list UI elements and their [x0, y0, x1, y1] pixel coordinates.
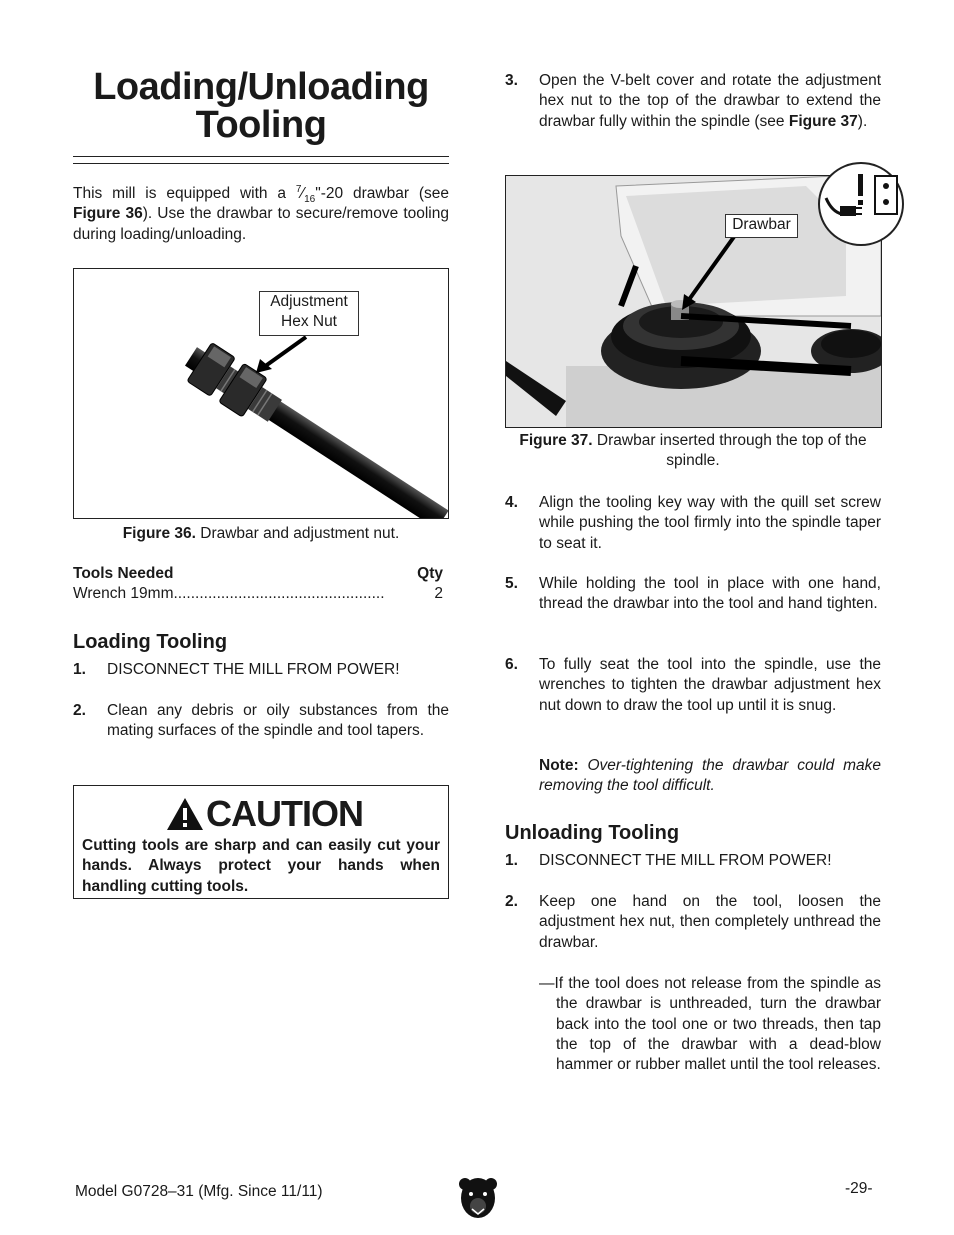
note: Note: Over-tightening the drawbar could make removing the tool difficult. [539, 757, 881, 795]
intro-paragraph: This mill is equipped with a $^7⁄_{16}"-20$ drawbar (see Figure 36). Use the drawbar to secure/remove tooling during loading/unloading. [73, 183, 449, 243]
tools-header-row: Tools Needed Qty [73, 565, 443, 582]
caution-text: Cutting tools are sharp and can easily cut your hands. Always protect your hands when handling cutting tools. [82, 837, 440, 895]
loading-step-1: 1. DISCONNECT THE MILL FROM POWER! [73, 661, 400, 678]
unloading-sub-step: —If the tool does not release from the spindle as the drawbar is unthreaded, turn the drawbar back into the tool one or two threads, then tap the top of the drawbar with a dead-blow hammer or rubber mallet until the tool releases. [539, 975, 881, 1074]
figure-36-callout: Adjustment Hex Nut [259, 291, 359, 336]
loading-heading: Loading Tooling [73, 631, 228, 653]
caution-title: CAUTION [206, 793, 363, 834]
title-rule-top [73, 156, 449, 157]
unloading-step-1: 1. DISCONNECT THE MILL FROM POWER! [505, 852, 832, 869]
step-4: 4. Align the tooling key way with the quill set screw while pushing the tool firmly into the spindle taper to seat it. [505, 494, 881, 552]
loading-section [73, 630, 449, 654]
unloading-section [505, 821, 881, 845]
title-line-1: Loading/Unloading [93, 66, 429, 108]
figure-37-caption: Figure 37. Drawbar inserted through the top of the spindle. [519, 432, 867, 470]
footer-model: Model G0728–31 (Mfg. Since 11/11) [75, 1183, 323, 1200]
step-6: 6. To fully seat the tool into the spindle, use the wrenches to tighten the drawbar adjustment hex nut down to draw the tool up until it is snug. [505, 656, 881, 714]
caution-box [73, 785, 449, 899]
warning-triangle-icon [166, 797, 204, 831]
step-5: 5. While holding the tool in place with one hand, thread the drawbar into the tool and hand tighten. [505, 575, 881, 613]
unplug-warning-badge [818, 162, 904, 246]
figure-37-reference: Figure 37 [788, 112, 858, 130]
loading-step-2: 2. Clean any debris or oily substances from the mating surfaces of the spindle and tool tapers. [73, 702, 449, 740]
tools-row: Wrench 19mm ................................................. 2 [73, 585, 443, 603]
bear-logo [458, 1176, 498, 1220]
figure-36-reference: Figure 36 [73, 205, 143, 223]
tools-needed-table [73, 564, 443, 605]
caution-header [166, 793, 448, 834]
footer-page-number: -29- [845, 1180, 873, 1197]
figure-36-caption: Figure 36. Drawbar and adjustment nut. [122, 525, 400, 542]
figure-37-callout: Drawbar [725, 214, 798, 238]
step-3: 3. Open the V-belt cover and rotate the adjustment hex nut to the top of the drawbar to extend the drawbar fully within the spindle (see Figure 37). [505, 72, 881, 130]
bear-head-icon [458, 1176, 498, 1220]
plug-icon [820, 164, 902, 244]
unloading-heading: Unloading Tooling [505, 822, 680, 844]
title-rule-bottom [73, 163, 449, 164]
page-title [73, 68, 449, 144]
title-line-2: Tooling [195, 104, 327, 146]
unloading-step-2: 2. Keep one hand on the tool, loosen the adjustment hex nut, then completely unthread the drawbar. [505, 893, 881, 951]
